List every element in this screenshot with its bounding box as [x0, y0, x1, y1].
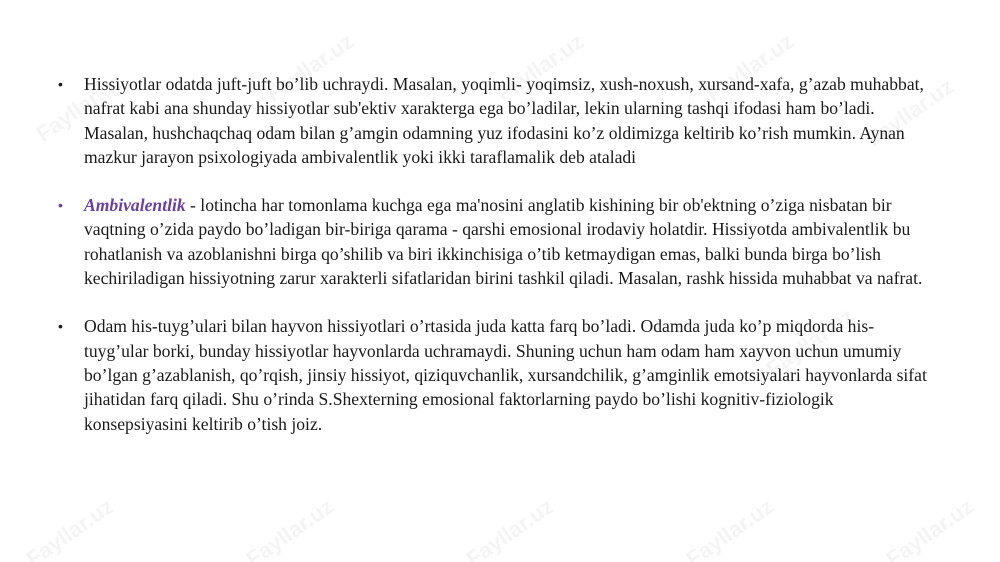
watermark — [882, 494, 979, 562]
paragraph-text: - lotincha har tomonlama kuchga ega ma'nosini anglatib kishining bir ob'ektning o’ziga nisbatan bir vaqtning o’zida paydo bo’ladigan bir-biriga qarama - qarshi emosional irodaviy holatdir. Hissiyotda ambivalentlik bu rohatlanish va azoblanishni birga qo’shilib va biri ikkinchisiga o’tib ketmaydigan emas, balki bunda birga bo’lish kechiriladigan hissiyotning zarur xarakterli sifatlaridan birini tashkil qiladi. Masalan, rashk hissida muhabbat va nafrat. — [84, 195, 923, 289]
paragraph-text: Odam his-tuyg’ulari bilan hayvon hissiyotlari o’rtasida juda katta farq bo’ladi. Odamda juda ko’p miqdorda his-tuyg’ular borki, bunday hissiyotlar hayvonlarda uchramaydi. Shuning uchun ham odam ham xayvon uchun umumiy bo’lgan g’azablanish, qo’rqish, jinsiy hissiyot, qiziquvchanlik, xursandchilik, g’amginlik emotsiyalari hayvonlarda sifat jihatidan farq qiladi. Shu o’rinda S.Shexterning emosional faktorlarning paydo bo’lishi kognitiv-fiziologik konsepsiyasini keltirib o’tish joiz. — [84, 316, 927, 434]
slide-content — [58, 72, 938, 436]
paragraph-text: Hissiyotlar odatda juft-juft bo’lib uchraydi. Masalan, yoqimli- yoqimsiz, xush-noxush, xursand-xafa, g’azab muhabbat, nafrat kabi ana shunday hissiyotlar sub'ektiv xarakterga ega bo’ladilar, lekin ularning tashqi ifodasi ham bo’ladi. Masalan, hushchaqchaq odam bilan g’amgin odamning yuz ifodasini ko’z oldimizga keltirib ko’rish mumkin. Aynan mazkur jarayon psixologiyada ambivalentlik yoki ikki taraflamalik deb ataladi — [84, 74, 924, 167]
bullet-dot-icon: • — [58, 197, 63, 214]
bullet-dot-icon: • — [58, 318, 63, 335]
term-highlight: Ambivalentlik — [84, 195, 186, 216]
bullet-paragraph — [58, 72, 938, 169]
watermark — [462, 494, 559, 562]
bullet-paragraph — [58, 193, 938, 290]
watermark — [242, 494, 339, 562]
bullet-dot-icon: • — [58, 76, 63, 92]
watermark — [682, 494, 779, 562]
bullet-paragraph — [58, 314, 938, 435]
watermark — [22, 494, 119, 562]
